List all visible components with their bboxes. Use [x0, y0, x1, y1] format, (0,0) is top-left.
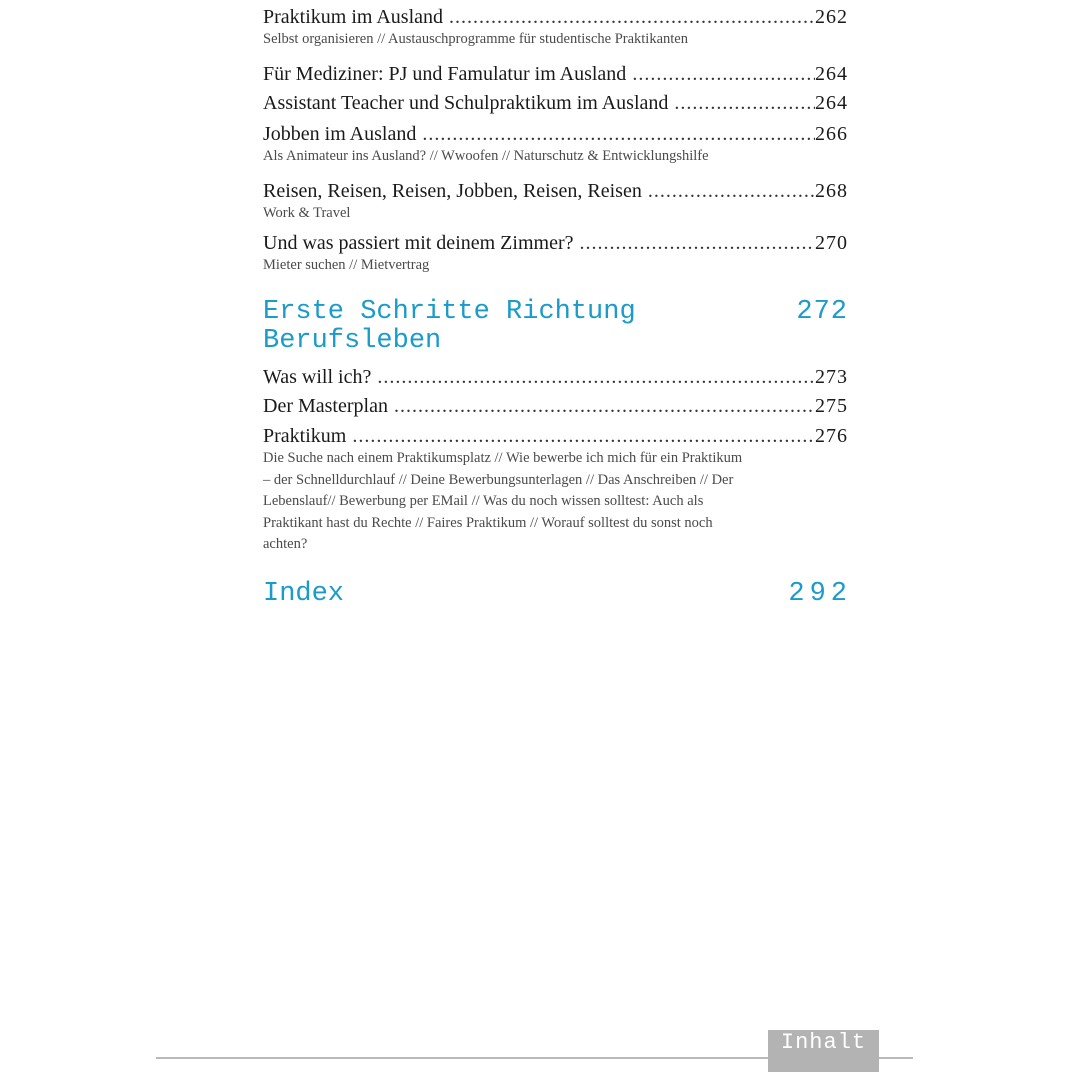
index-heading[interactable] — [263, 579, 852, 609]
leader-dots — [352, 424, 815, 448]
entry-page: 268 — [815, 180, 848, 202]
leader-dots — [449, 5, 815, 29]
entry-subtopics: Mieter suchen // Mietvertrag — [263, 257, 430, 273]
toc-entry-zimmer[interactable] — [263, 231, 848, 277]
section-title: Erste Schritte Richtung Berufsleben — [263, 297, 636, 356]
toc-entry-praktikum-ausland[interactable] — [263, 5, 848, 51]
footer-section-tab: Inhalt — [768, 1030, 879, 1072]
entry-title: Der Masterplan — [263, 395, 388, 417]
entry-title: Praktikum — [263, 425, 347, 447]
entry-title: Jobben im Ausland — [263, 123, 417, 145]
entry-page: 262 — [815, 6, 848, 28]
leader-dots — [422, 122, 815, 146]
toc-entry-mediziner[interactable] — [263, 62, 848, 86]
section-page: 272 — [796, 297, 848, 327]
entry-page: 264 — [815, 92, 848, 114]
entry-page: 275 — [815, 395, 848, 417]
entry-subtopics: Die Suche nach einem Praktikumsplatz // Wie bewerbe ich mich für ein Praktikum – der Schnelldurchlauf // Deine Bewerbungsunterlagen // Das Anschreiben // Der Lebenslauf// Bewerbung per EMail // Was du noch wissen solltest: Auch als Praktikant hast du Rechte // Faires Praktikum // Worauf solltest du sonst noch achten? — [263, 450, 743, 552]
entry-page: 276 — [815, 425, 848, 447]
entry-subtopics: Work & Travel — [263, 205, 351, 221]
entry-subtopics: Selbst organisieren // Austauschprogramme für studentische Praktikanten — [263, 31, 688, 47]
leader-dots — [394, 394, 815, 418]
entry-page: 264 — [815, 63, 848, 85]
entry-title: Was will ich? — [263, 366, 372, 388]
leader-dots — [648, 179, 815, 203]
leader-dots — [377, 365, 815, 389]
entry-page: 270 — [815, 232, 848, 254]
leader-dots — [674, 91, 815, 115]
leader-dots — [632, 62, 815, 86]
leader-dots — [579, 231, 815, 255]
toc-entry-jobben[interactable] — [263, 122, 848, 168]
entry-title: Für Mediziner: PJ und Famulatur im Ausland — [263, 63, 627, 85]
section-heading-berufsleben[interactable] — [263, 298, 848, 356]
entry-subtopics: Als Animateur ins Ausland? // Wwoofen // Naturschutz & Entwicklungshilfe — [263, 148, 709, 164]
entry-page: 273 — [815, 366, 848, 388]
toc-entry-reisen[interactable] — [263, 179, 848, 225]
toc-entry-masterplan[interactable] — [263, 394, 848, 418]
index-title: Index — [263, 579, 345, 609]
toc-entry-assistant-teacher[interactable] — [263, 91, 848, 115]
entry-title: Praktikum im Ausland — [263, 6, 443, 28]
entry-page: 266 — [815, 123, 848, 145]
toc-entry-was-will-ich[interactable] — [263, 365, 848, 389]
entry-title: Assistant Teacher und Schulpraktikum im Ausland — [263, 92, 669, 114]
entry-title: Reisen, Reisen, Reisen, Jobben, Reisen, Reisen — [263, 180, 642, 202]
toc-entry-praktikum[interactable] — [263, 424, 848, 556]
index-page: 292 — [788, 579, 852, 609]
entry-title: Und was passiert mit deinem Zimmer? — [263, 232, 574, 254]
